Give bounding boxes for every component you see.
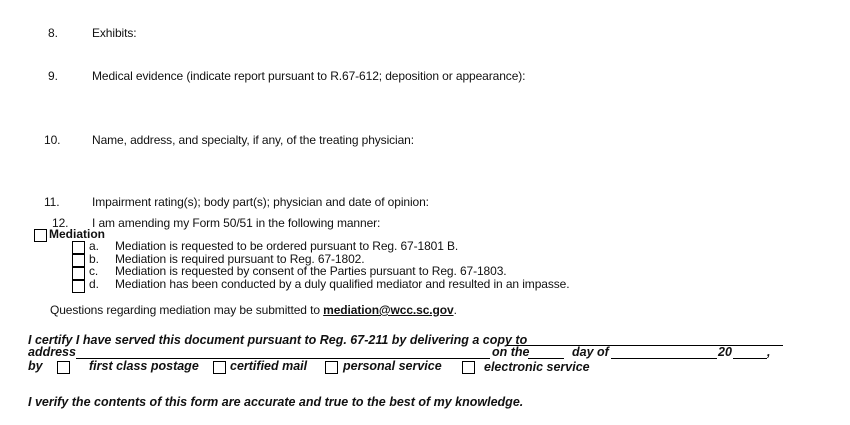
- month-field[interactable]: [611, 358, 717, 359]
- mediation-option-d-letter: d.: [89, 277, 99, 291]
- electronic-service-checkbox[interactable]: [462, 361, 475, 374]
- day-of-label: day of: [572, 345, 609, 359]
- first-class-postage-label: first class postage: [89, 359, 199, 373]
- first-class-postage-checkbox[interactable]: [57, 361, 70, 374]
- item-10-label: Name, address, and specialty, if any, of the treating physician:: [92, 133, 414, 147]
- item-12-number: 12.: [52, 216, 69, 230]
- mediation-option-c-label: Mediation is requested by consent of the Parties pursuant to Reg. 67-1803.: [115, 264, 507, 278]
- on-the-label: on the: [492, 345, 530, 359]
- mediation-option-b-letter: b.: [89, 252, 99, 266]
- by-label: by: [28, 359, 43, 373]
- mediation-option-c-letter: c.: [89, 264, 99, 278]
- mediation-option-b-label: Mediation is required pursuant to Reg. 67-1802.: [115, 252, 365, 266]
- mediation-questions-prefix: Questions regarding mediation may be submitted to: [50, 303, 324, 317]
- certified-mail-checkbox[interactable]: [213, 361, 226, 374]
- date-comma: ,: [767, 345, 771, 359]
- mediation-option-a-letter: a.: [89, 239, 99, 253]
- mediation-option-d-checkbox[interactable]: [72, 280, 85, 293]
- item-11-label: Impairment rating(s); body part(s); physician and date of opinion:: [92, 195, 429, 209]
- mediation-email-link[interactable]: mediation@wcc.sc.gov: [323, 303, 454, 317]
- item-9-label: Medical evidence (indicate report pursuant to R.67-612; deposition or appearance):: [92, 69, 526, 83]
- personal-service-checkbox[interactable]: [325, 361, 338, 374]
- mediation-option-b-checkbox[interactable]: [72, 254, 85, 267]
- item-11-number: 11.: [44, 195, 60, 209]
- item-12-label: I am amending my Form 50/51 in the following manner:: [92, 216, 381, 230]
- year-prefix-label: 20: [718, 345, 732, 359]
- mediation-option-d-label: Mediation has been conducted by a duly qualified mediator and resulted in an impasse.: [115, 277, 570, 291]
- mediation-checkbox[interactable]: [34, 229, 47, 242]
- item-9-number: 9.: [48, 69, 58, 83]
- mediation-option-a-checkbox[interactable]: [72, 241, 85, 254]
- personal-service-label: personal service: [343, 359, 442, 373]
- item-8-number: 8.: [48, 26, 58, 40]
- certify-statement: I certify I have served this document pursuant to Reg. 67-211 by delivering a copy to: [28, 333, 528, 347]
- mediation-option-c-checkbox[interactable]: [72, 267, 85, 280]
- signature-line-cutoff: [28, 421, 52, 425]
- mediation-heading: Mediation: [49, 227, 105, 241]
- address-label: address: [28, 345, 76, 359]
- certified-mail-label: certified mail: [230, 359, 308, 373]
- electronic-service-label: electronic service: [484, 360, 590, 374]
- verify-statement: I verify the contents of this form are accurate and true to the best of my knowledge.: [28, 395, 524, 409]
- mediation-option-a-label: Mediation is requested to be ordered pursuant to Reg. 67-1801 B.: [115, 239, 459, 253]
- recipient-field[interactable]: [507, 345, 783, 346]
- mediation-questions-suffix: .: [453, 303, 457, 317]
- day-field[interactable]: [528, 358, 564, 359]
- item-10-number: 10.: [44, 133, 61, 147]
- item-8-label: Exhibits:: [92, 26, 137, 40]
- year-field[interactable]: [733, 358, 767, 359]
- mediation-questions-text: [50, 303, 457, 317]
